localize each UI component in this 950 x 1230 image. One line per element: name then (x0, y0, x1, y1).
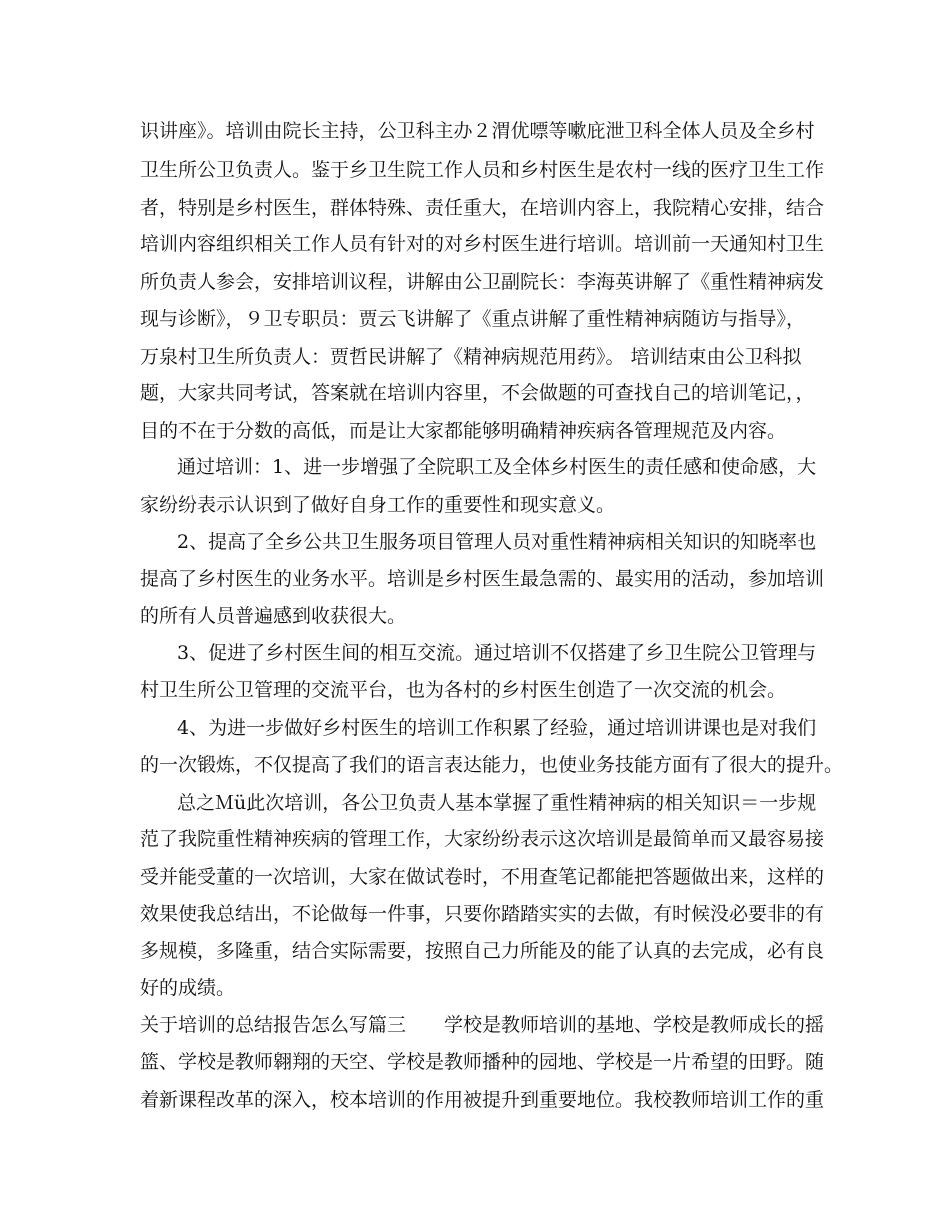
paragraph-start-line: 4、为进一步做好乡村医生的培训工作积累了经验，通过培训讲课也是对我们 (177, 717, 817, 739)
text-line: 好的成绩。 (140, 977, 236, 999)
text-line: 效果使我总结出，不论做每一件事，只要你踏踏实实的去做，有时候没必要非的有 (140, 903, 825, 925)
text-line: 家纷纷表示认识到了做好自身工作的重要性和现实意义。 (140, 494, 616, 516)
paragraph-start-line: 2、提高了全乡公共卫生服务项目管理人员对重性精神病相关知识的知晓率也 (177, 531, 817, 553)
text-line: 提高了乡村医生的业务水平。培训是乡村医生最急需的、最实用的活动，参加培训 (140, 568, 825, 590)
text-line: 村卫生所公卫管理的交流平台，也为各村的乡村医生创造了一次交流的机会。 (140, 679, 787, 701)
text-line: 卫生所公卫负责人。鉴于乡卫生院工作人员和乡村医生是农村一线的医疗卫生工作 (140, 159, 825, 181)
text-line: 题，大家共同考试，答案就在培训内容里，不会做题的可查找自己的培训笔记，， (140, 382, 815, 404)
text-line: 所负责人参会，安排培训议程，讲解由公卫副院长：李海英讲解了《重性精神病发 (140, 271, 825, 293)
section-heading-line: 关于培训的总结报告怎么写篇三 学校是教师培训的基地、学校是教师成长的摇 (140, 1014, 825, 1036)
paragraph-start-line: 总之Ｍü此次培训，各公卫负责人基本掌握了重性精神病的相关知识＝一步规 (177, 792, 817, 814)
text-line: 多规模，多隆重，结合实际需要，按照自己力所能及的能了认真的去完成，必有良 (140, 940, 825, 962)
text-line: 者，特别是乡村医生，群体特殊、责任重大，在培训内容上，我院精心安排，结合 (140, 197, 825, 219)
text-line: 的一次锻炼，不仅提高了我们的语言表达能力，也使业务技能方面有了很大的提升。 (140, 754, 844, 776)
text-line: 着新课程改革的深入，校本培训的作用被提升到重要地位。我校教师培训工作的重 (140, 1089, 825, 1111)
text-line: 受并能受董的一次培训，大家在做试卷时，不用查笔记都能把答题做出来，这样的 (140, 866, 825, 888)
paragraph-start-line: 3、促进了乡村医生间的相互交流。通过培训不仅搭建了乡卫生院公卫管理与 (177, 642, 817, 664)
text-line: 篮、学校是教师翱翔的天空、学校是教师播种的园地、学校是一片希望的田野。随 (140, 1051, 825, 1073)
text-line: 培训内容组织相关工作人员有针对的对乡村医生进行培训。培训前一天通知村卫生 (140, 233, 825, 255)
text-line: 的所有人员普遍感到收获很大。 (140, 605, 407, 627)
text-line: 范了我院重性精神疾病的管理工作，大家纷纷表示这次培训是最简单而又最容易接 (140, 828, 825, 850)
text-line: 现与诊断》，９卫专职员：贾云飞讲解了《重点讲解了重性精神病随访与指导》， (140, 308, 806, 330)
text-line: 目的不在于分数的高低，而是让大家都能够明确精神疾病各管理规范及内容。 (140, 420, 787, 442)
text-line: 万泉村卫生所负责人：贾哲民讲解了《精神病规范用药》。 培训结束由公卫科拟 (140, 346, 802, 368)
paragraph-start-line: 通过培训：1、进一步增强了全院职工及全体乡村医生的责任感和使命感，大 (177, 456, 817, 478)
text-line: 识讲座》。培训由院长主持，公卫科主办２渭优嘌等嗽庇泄卫科全体人员及全乡村 (140, 120, 815, 142)
